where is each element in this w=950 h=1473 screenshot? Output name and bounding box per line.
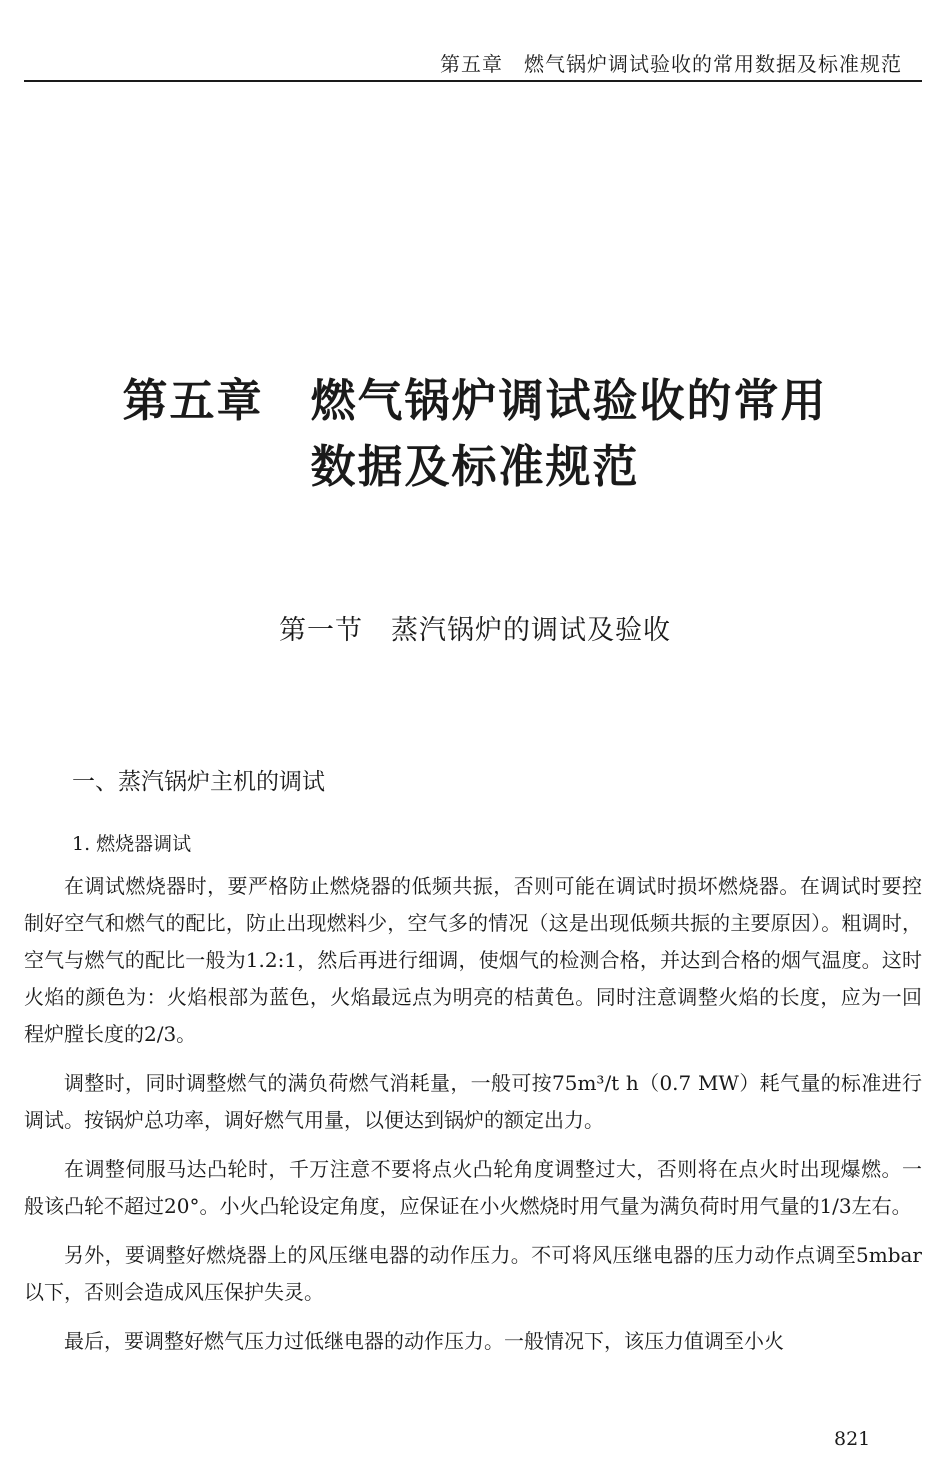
paragraph: 最后，要调整好燃气压力过低继电器的动作压力。一般情况下，该压力值调至小火 — [64, 1329, 784, 1353]
chapter-title-line-2: 数据及标准规范 — [310, 440, 640, 493]
section-title: 第一节 蒸汽锅炉的调试及验收 — [279, 615, 671, 646]
paragraph: 调整时，同时调整燃气的满负荷燃气消耗量，一般可按75m³/t h（0.7 MW）耗气量的标准进行调试。按锅炉总功率，调好燃气用量，以便达到锅炉的额定出力。 — [24, 1071, 922, 1132]
body-text — [24, 868, 922, 1372]
item-title: 1. 燃烧器调试 — [72, 833, 192, 855]
running-header-title: 第五章 燃气锅炉调试验收的常用数据及标准规范 — [440, 52, 902, 76]
page-number: 821 — [834, 1428, 871, 1450]
chapter-title-line-1: 第五章 燃气锅炉调试验收的常用 — [122, 374, 828, 427]
paragraph: 另外，要调整好燃烧器上的风压继电器的动作压力。不可将风压继电器的压力动作点调至5mbar以下，否则会造成风压保护失灵。 — [24, 1243, 922, 1304]
chapter-title — [0, 368, 950, 500]
running-header — [24, 42, 922, 82]
paragraph: 在调整伺服马达凸轮时，千万注意不要将点火凸轮角度调整过大，否则将在点火时出现爆燃。一般该凸轮不超过20°。小火凸轮设定角度，应保证在小火燃烧时用气量为满负荷时用气量的1/3左右。 — [24, 1157, 922, 1218]
subsection-title: 一、蒸汽锅炉主机的调试 — [72, 769, 325, 795]
paragraph: 在调试燃烧器时，要严格防止燃烧器的低频共振，否则可能在调试时损坏燃烧器。在调试时要控制好空气和燃气的配比，防止出现燃料少，空气多的情况（这是出现低频共振的主要原因）。粗调时，空气与燃气的配比一般为1.2:1，然后再进行细调，使烟气的检测合格，并达到合格的烟气温度。这时火焰的颜色为：火焰根部为蓝色，火焰最远点为明亮的桔黄色。同时注意调整火焰的长度，应为一回程炉膛长度的2/3。 — [24, 874, 922, 1046]
